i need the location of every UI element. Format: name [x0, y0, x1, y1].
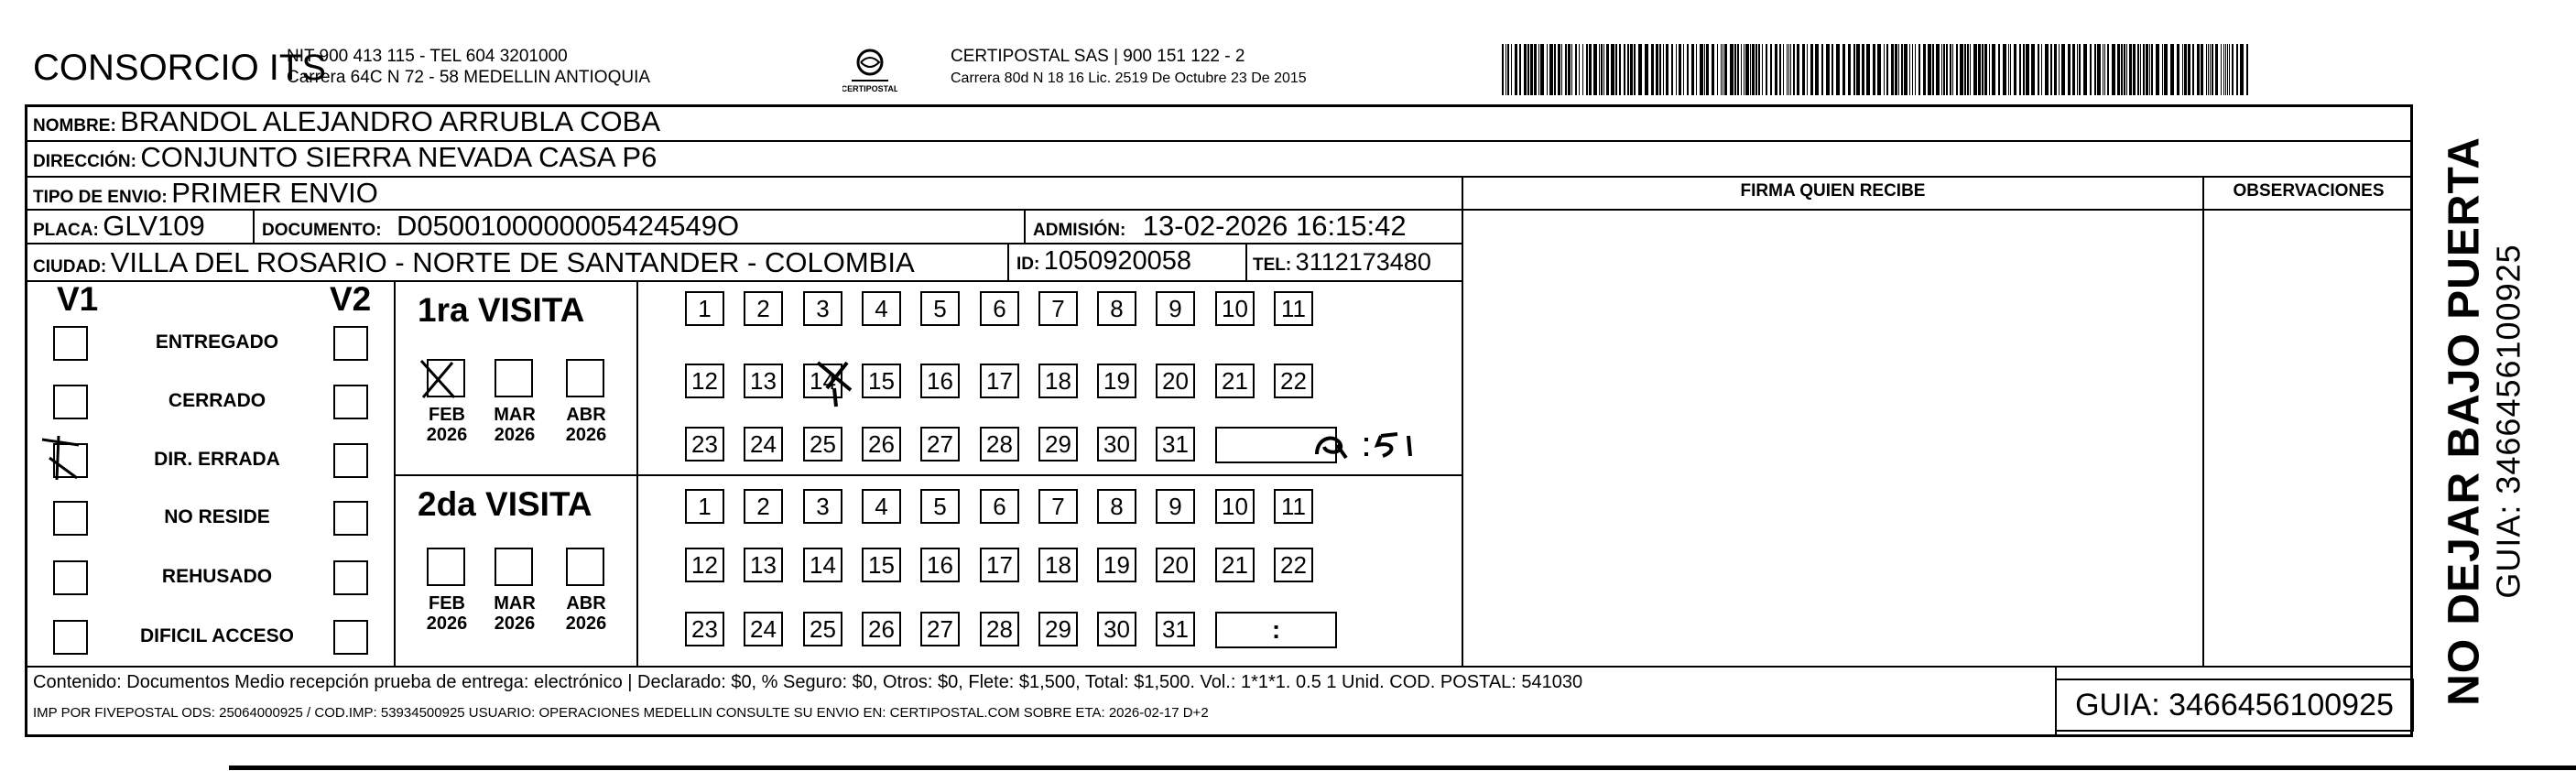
plate: GLV109	[103, 210, 205, 242]
second-visit-time-field[interactable]: :	[1215, 612, 1337, 648]
v1-status-checkbox[interactable]	[53, 560, 88, 595]
second-visit-day-checkbox[interactable]: 28	[980, 612, 1019, 646]
second-visit-day-checkbox[interactable]: 10	[1215, 489, 1255, 524]
guide-number-box: GUIA: 3466456100925	[2055, 679, 2414, 732]
second-visit-day-checkbox[interactable]: 9	[1156, 489, 1195, 524]
recipient-name-label: NOMBRE:	[33, 116, 116, 136]
company-address: Carrera 64C N 72 - 58 MEDELLIN ANTIOQUIA	[287, 68, 651, 87]
status-label: ENTREGADO	[155, 331, 279, 353]
shipment-type: PRIMER ENVIO	[171, 177, 378, 209]
certipostal-logo-icon	[842, 44, 897, 99]
side-guide-number: GUIA: 3466456100925	[2489, 244, 2527, 599]
recipient-address-row	[33, 141, 657, 174]
observations-column-header: OBSERVACIONES	[2233, 181, 2385, 201]
second-visit-month-label	[487, 593, 542, 634]
company-name: CONSORCIO ITS	[33, 48, 327, 88]
document-number: D0500100000005424549O	[397, 210, 740, 242]
first-visit-day-checkbox[interactable]: 6	[980, 291, 1019, 326]
phone-label: TEL:	[1253, 255, 1292, 275]
month-name: FEB	[429, 405, 465, 425]
second-visit-day-checkbox[interactable]: 7	[1038, 489, 1078, 524]
second-visit-month-checkbox[interactable]	[427, 548, 465, 586]
document-row	[262, 210, 739, 243]
first-visit-title: 1ra VISITA	[418, 291, 585, 329]
first-visit-day-checkbox[interactable]: 24	[744, 427, 783, 462]
month-name: FEB	[429, 593, 465, 614]
second-visit-day-checkbox[interactable]: 17	[980, 548, 1019, 582]
id-label: ID:	[1016, 255, 1040, 274]
second-visit-day-checkbox[interactable]: 27	[920, 612, 960, 646]
first-visit-day-checkbox[interactable]: 27	[920, 427, 960, 462]
v2-status-checkbox[interactable]	[333, 620, 368, 655]
admission-row	[1033, 210, 1407, 243]
status-label: NO RESIDE	[164, 506, 270, 527]
month-name: ABR	[566, 593, 606, 614]
second-visit-day-checkbox[interactable]: 22	[1274, 548, 1313, 582]
footer-content-line: Contenido: Documentos Medio recepción prueba de entrega: electrónico | Declarado: $0, % Seguro: $0, Otros: $0, Flete: $1,500, Total: $1,500. Vol.: 1*1*1. 0.5 1 Unid. COD. POSTAL: 541030	[33, 672, 1583, 692]
first-visit-day-checkbox[interactable]: 18	[1038, 364, 1078, 398]
month-year: 2026	[426, 614, 468, 634]
recipient-name-row	[33, 105, 660, 138]
first-visit-day-checkbox[interactable]: 22	[1274, 364, 1313, 398]
v2-status-checkbox[interactable]	[333, 385, 368, 419]
side-warning	[2440, 136, 2528, 706]
second-visit-day-checkbox[interactable]: 13	[744, 548, 783, 582]
first-visit-month-label	[419, 405, 474, 445]
v2-status-checkbox[interactable]	[333, 560, 368, 595]
first-visit-day-checkbox[interactable]: 4	[862, 291, 901, 326]
carrier-address: Carrera 80d N 18 16 Lic. 2519 De Octubre 23 De 2015	[951, 71, 1307, 86]
month-year: 2026	[426, 425, 468, 445]
handwritten-day-mark-icon	[814, 357, 860, 408]
second-visit-day-checkbox[interactable]: 23	[685, 612, 724, 646]
first-visit-day-checkbox[interactable]: 10	[1215, 291, 1255, 326]
month-year: 2026	[565, 425, 607, 445]
first-visit-day-checkbox[interactable]: 30	[1097, 427, 1136, 462]
footer-print-line: IMP POR FIVEPOSTAL ODS: 25064000925 / COD.IMP: 53934500925 USUARIO: OPERACIONES MEDELLIN CONSULTE SU ENVIO EN: CERTIPOSTAL.COM SOBRE ETA: 2026-02-17 D+2	[33, 705, 1209, 721]
second-visit-day-checkbox[interactable]: 1	[685, 489, 724, 524]
shipment-type-label: TIPO DE ENVIO:	[33, 188, 168, 207]
second-visit-day-checkbox[interactable]: 25	[803, 612, 842, 646]
month-name: MAR	[494, 593, 536, 614]
certipostal-logo	[842, 44, 897, 99]
city-label: CIUDAD:	[33, 257, 107, 277]
second-visit-day-checkbox[interactable]: 14	[803, 548, 842, 582]
recipient-address: CONJUNTO SIERRA NEVADA CASA P6	[140, 141, 658, 173]
first-visit-day-checkbox[interactable]: 31	[1156, 427, 1195, 462]
logo-text: CERTIPOSTAL	[842, 84, 897, 93]
handwritten-check-mark-icon	[37, 432, 88, 483]
first-visit-day-checkbox[interactable]: 1	[685, 291, 724, 326]
second-visit-day-checkbox[interactable]: 11	[1274, 489, 1313, 524]
v1-status-checkbox[interactable]	[53, 620, 88, 655]
first-visit-day-checkbox[interactable]: 28	[980, 427, 1019, 462]
first-visit-month-checkbox[interactable]	[566, 359, 604, 397]
v2-status-checkbox[interactable]	[333, 443, 368, 478]
v1-header: V1	[57, 280, 99, 318]
second-visit-day-checkbox[interactable]: 30	[1097, 612, 1136, 646]
second-visit-day-checkbox[interactable]: 3	[803, 489, 842, 524]
second-visit-day-checkbox[interactable]: 21	[1215, 548, 1255, 582]
first-visit-day-checkbox[interactable]: 5	[920, 291, 960, 326]
phone-row	[1253, 248, 1431, 277]
v1-status-checkbox[interactable]	[53, 385, 88, 419]
second-visit-day-checkbox[interactable]: 2	[744, 489, 783, 524]
first-visit-day-checkbox[interactable]: 15	[862, 364, 901, 398]
admission-label: ADMISIÓN:	[1033, 221, 1126, 240]
status-label: CERRADO	[168, 390, 266, 411]
second-visit-day-checkbox[interactable]: 8	[1097, 489, 1136, 524]
second-visit-day-checkbox[interactable]: 15	[862, 548, 901, 582]
second-visit-day-checkbox[interactable]: 6	[980, 489, 1019, 524]
phone-number: 3112173480	[1295, 248, 1431, 276]
first-visit-day-checkbox[interactable]: 9	[1156, 291, 1195, 326]
admission-date: 13-02-2026 16:15:42	[1142, 210, 1407, 242]
month-name: ABR	[566, 405, 606, 425]
first-visit-day-checkbox[interactable]: 25	[803, 427, 842, 462]
company-nit: NIT 900 413 115 - TEL 604 3201000	[287, 47, 568, 66]
v2-status-checkbox[interactable]	[333, 501, 368, 536]
second-visit-day-checkbox[interactable]: 29	[1038, 612, 1078, 646]
second-visit-day-checkbox[interactable]: 5	[920, 489, 960, 524]
month-year: 2026	[494, 425, 536, 445]
second-visit-day-checkbox[interactable]: 24	[744, 612, 783, 646]
document-label: DOCUMENTO:	[262, 221, 382, 240]
second-visit-title: 2da VISITA	[418, 485, 592, 523]
first-visit-day-checkbox[interactable]: 3	[803, 291, 842, 326]
status-label: DIFICIL ACCESO	[139, 625, 294, 646]
carrier-info: CERTIPOSTAL SAS | 900 151 122 - 2	[951, 47, 1245, 66]
first-visit-day-checkbox[interactable]: 17	[980, 364, 1019, 398]
month-name: MAR	[494, 405, 536, 425]
month-year: 2026	[565, 614, 607, 634]
first-visit-day-checkbox[interactable]: 23	[685, 427, 724, 462]
v1-status-checkbox[interactable]	[53, 501, 88, 536]
first-visit-month-checkbox[interactable]	[495, 359, 533, 397]
second-visit-day-checkbox[interactable]: 12	[685, 548, 724, 582]
side-warning-text: NO DEJAR BAJO PUERTA	[2440, 136, 2489, 706]
first-visit-day-checkbox[interactable]: 7	[1038, 291, 1078, 326]
second-visit-day-checkbox[interactable]: 4	[862, 489, 901, 524]
second-visit-day-checkbox[interactable]: 16	[920, 548, 960, 582]
second-visit-month-label	[419, 593, 474, 634]
first-visit-month-label	[487, 405, 542, 445]
second-visit-day-checkbox[interactable]: 31	[1156, 612, 1195, 646]
first-visit-day-checkbox[interactable]: 16	[920, 364, 960, 398]
status-label: DIR. ERRADA	[154, 449, 280, 470]
first-visit-day-checkbox[interactable]: 20	[1156, 364, 1195, 398]
city-row	[33, 246, 915, 279]
first-visit-day-checkbox[interactable]: 26	[862, 427, 901, 462]
second-visit-day-checkbox[interactable]: 19	[1097, 548, 1136, 582]
id-number: 1050920058	[1043, 246, 1192, 276]
plate-row	[33, 210, 205, 243]
v2-header: V2	[330, 280, 372, 318]
second-visit-day-checkbox[interactable]: 18	[1038, 548, 1078, 582]
plate-label: PLACA:	[33, 221, 99, 240]
barcode	[1502, 44, 2253, 95]
handwritten-time-mark-icon	[1310, 427, 1427, 462]
recipient-address-label: DIRECCIÓN:	[33, 152, 136, 171]
first-visit-day-checkbox[interactable]: 13	[744, 364, 783, 398]
v1-status-checkbox[interactable]	[53, 326, 88, 361]
first-visit-day-checkbox[interactable]: 2	[744, 291, 783, 326]
handwritten-x-mark-icon	[416, 359, 462, 401]
recipient-name: BRANDOL ALEJANDRO ARRUBLA COBA	[120, 105, 660, 137]
shipment-type-row	[33, 177, 378, 210]
second-visit-month-checkbox[interactable]	[495, 548, 533, 586]
first-visit-day-checkbox[interactable]: 12	[685, 364, 724, 398]
city: VILLA DEL ROSARIO - NORTE DE SANTANDER - COLOMBIA	[110, 246, 915, 278]
first-visit-day-checkbox[interactable]: 29	[1038, 427, 1078, 462]
id-row	[1016, 246, 1191, 277]
first-visit-day-checkbox[interactable]: 8	[1097, 291, 1136, 326]
second-visit-day-checkbox[interactable]: 26	[862, 612, 901, 646]
status-label: REHUSADO	[161, 566, 273, 587]
first-visit-day-checkbox[interactable]: 14	[803, 364, 842, 398]
first-visit-day-checkbox[interactable]: 19	[1097, 364, 1136, 398]
first-visit-month-label	[559, 405, 614, 445]
second-visit-month-checkbox[interactable]	[566, 548, 604, 586]
second-visit-day-checkbox[interactable]: 20	[1156, 548, 1195, 582]
first-visit-day-checkbox[interactable]: 21	[1215, 364, 1255, 398]
month-year: 2026	[494, 614, 536, 634]
v2-status-checkbox[interactable]	[333, 326, 368, 361]
first-visit-day-checkbox[interactable]: 11	[1274, 291, 1313, 326]
second-visit-month-label	[559, 593, 614, 634]
signature-column-header: FIRMA QUIEN RECIBE	[1740, 181, 1926, 201]
